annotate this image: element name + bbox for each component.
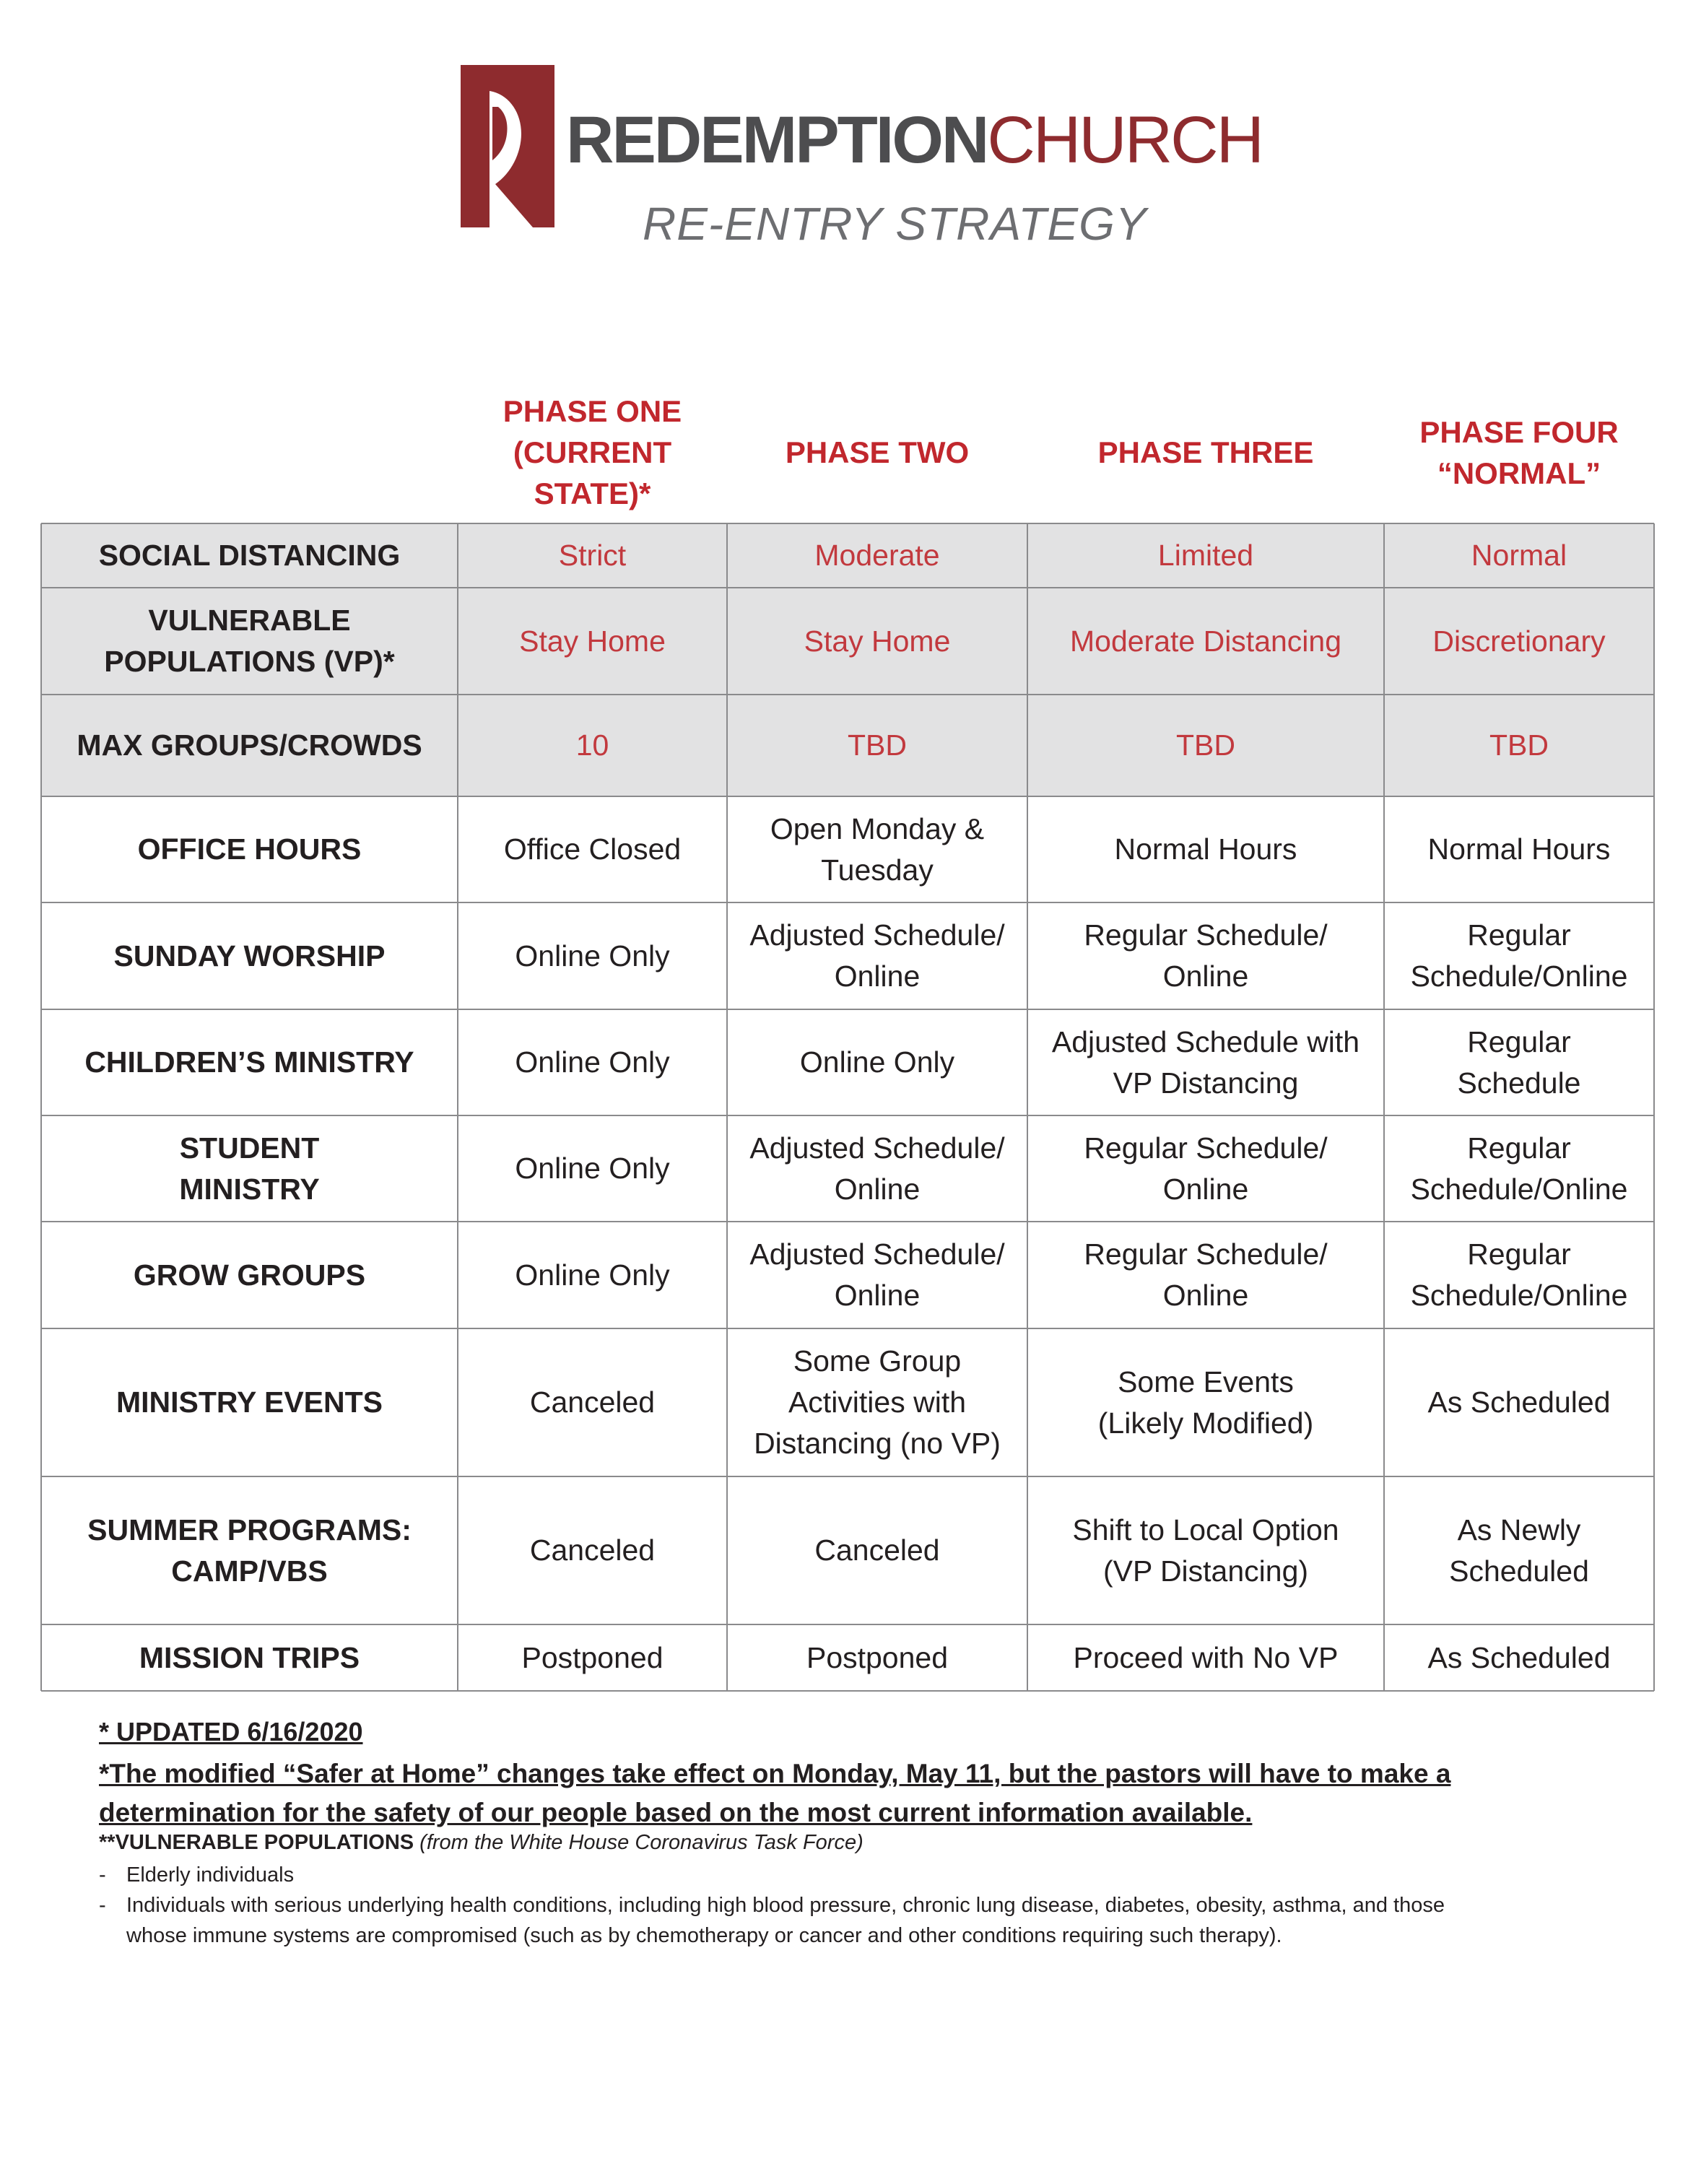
text-line: Adjusted Schedule/ (749, 918, 1005, 952)
table-cell (727, 1009, 1027, 1115)
table-cell-text (1471, 535, 1567, 576)
table-column-divider (1383, 523, 1385, 1691)
vp-bullet-elderly (99, 1860, 1615, 1890)
table-cell (1027, 902, 1384, 1009)
row-label-text (138, 829, 362, 870)
brand-name-part2: CHURCH (987, 103, 1263, 177)
text-line: Online Only (515, 1152, 670, 1185)
text-line: Stay Home (804, 624, 951, 658)
table-cell (1027, 1476, 1384, 1624)
table-cell (727, 1624, 1027, 1691)
table-column-divider (40, 523, 42, 1691)
table-cell-text (814, 1530, 939, 1571)
text-line: Canceled (529, 1385, 656, 1419)
table-cell (1027, 1328, 1384, 1476)
text-line: MINISTRY (179, 1172, 320, 1206)
table-cell-text (1070, 621, 1341, 662)
text-line: Adjusted Schedule/ (749, 1131, 1005, 1165)
text-line: Regular (1467, 1237, 1571, 1271)
text-line: Distancing (no VP) (754, 1427, 1001, 1460)
safer-at-home-note (99, 1754, 1450, 1832)
table-row-divider (41, 1476, 1654, 1477)
table-cell (458, 1328, 727, 1476)
table-cell-text (1176, 725, 1235, 766)
table-cell (727, 902, 1027, 1009)
text-line: Stay Home (519, 624, 666, 658)
text-line: PHASE TWO (785, 435, 970, 469)
text-line: CAMP/VBS (171, 1554, 328, 1588)
table-cell (1027, 1009, 1384, 1115)
text-line: VULNERABLE (148, 604, 351, 637)
bullet-text: Elderly individuals (126, 1863, 295, 1887)
table-cell (727, 695, 1027, 796)
text-line: (CURRENT (513, 435, 672, 469)
row-label-text (84, 1042, 414, 1083)
text-line: Regular Schedule/ (1084, 1237, 1328, 1271)
text-line: “NORMAL” (1437, 456, 1601, 490)
text-line: Regular Schedule/ (1084, 918, 1328, 952)
table-cell (1384, 902, 1654, 1009)
text-line: Adjusted Schedule with (1051, 1024, 1360, 1058)
table-cell-text (1084, 1128, 1327, 1210)
phase-header-1-text (503, 391, 682, 514)
row-label (41, 796, 458, 902)
text-line: Scheduled (1449, 1554, 1589, 1588)
table-row-divider (41, 587, 1654, 588)
text-line: Regular (1467, 1131, 1571, 1165)
vp-heading (99, 1831, 863, 1855)
table-cell (1384, 1328, 1654, 1476)
text-line: As Newly (1457, 1513, 1581, 1546)
row-label-text (87, 1510, 412, 1592)
text-line: Canceled (529, 1533, 656, 1567)
table-cell (1027, 1115, 1384, 1222)
table-cell (1027, 588, 1384, 695)
table-cell-text (1427, 1637, 1610, 1679)
updated-note: * UPDATED 6/16/2020 (99, 1717, 363, 1746)
phase-header-4-text (1419, 412, 1618, 494)
table-cell (1027, 1222, 1384, 1328)
text-line: SUMMER PROGRAMS: (87, 1513, 412, 1546)
table-cell-text (530, 1530, 655, 1571)
row-label-text (77, 725, 422, 766)
text-line: TBD (848, 728, 907, 762)
text-line: MISSION TRIPS (139, 1640, 360, 1674)
text-line: Normal Hours (1114, 832, 1297, 866)
document-subtitle: RE-ENTRY STRATEGY (643, 198, 1147, 250)
text-line: Online (1162, 1279, 1249, 1312)
table-cell-text (749, 1234, 1004, 1316)
text-line: TBD (1176, 728, 1235, 762)
text-line: Online Only (515, 1258, 670, 1292)
text-line: Activities with (788, 1385, 967, 1419)
text-line: Schedule/Online (1410, 1172, 1628, 1206)
text-line: PHASE ONE (503, 394, 682, 428)
table-cell-text (749, 1128, 1004, 1210)
row-label-text (139, 1637, 360, 1679)
text-line: Regular (1467, 1024, 1571, 1058)
brand-name-part1: REDEMPTION (566, 103, 988, 177)
table-column-divider (1027, 523, 1028, 1691)
text-line: (Likely Modified) (1097, 1406, 1314, 1440)
text-line: STATE)* (534, 477, 651, 510)
table-cell-text (515, 1148, 669, 1189)
phase-header-2 (727, 381, 1027, 523)
vp-source: (from the White House Coronavirus Task Force) (419, 1831, 863, 1854)
text-line: Online (834, 1279, 921, 1312)
table-cell (458, 902, 727, 1009)
table-row-divider (41, 796, 1654, 797)
table-cell-text (1158, 535, 1253, 576)
row-label (41, 1222, 458, 1328)
table-cell-text (1449, 1510, 1589, 1592)
table-column-divider (726, 523, 728, 1691)
text-line: MINISTRY EVENTS (116, 1385, 383, 1419)
table-cell (1027, 523, 1384, 588)
table-cell-text (515, 936, 669, 977)
table-cell (458, 588, 727, 695)
row-label (41, 1009, 458, 1115)
text-line: TBD (1489, 728, 1549, 762)
text-line: Moderate (814, 539, 940, 572)
table-cell (458, 1009, 727, 1115)
table-cell (727, 796, 1027, 902)
row-label-text (114, 936, 386, 977)
table-cell (727, 1328, 1027, 1476)
row-label (41, 523, 458, 588)
table-cell (458, 1476, 727, 1624)
text-line: Postponed (806, 1640, 949, 1674)
table-cell-text (521, 1637, 663, 1679)
row-label-text (134, 1255, 365, 1296)
row-label (41, 1476, 458, 1624)
text-line: Online (1162, 960, 1249, 993)
text-line: Proceed with No VP (1073, 1640, 1339, 1674)
table-cell (727, 523, 1027, 588)
table-cell-text (515, 1042, 669, 1083)
text-line: Online (1162, 1172, 1249, 1206)
table-cell-text (1428, 829, 1611, 870)
text-line: PHASE FOUR (1419, 414, 1619, 449)
table-row-divider (41, 1221, 1654, 1222)
row-label-text (104, 600, 394, 682)
table-cell (1384, 695, 1654, 796)
table-cell-text (576, 725, 609, 766)
table-cell (458, 1624, 727, 1691)
table-cell-text (1098, 1362, 1314, 1444)
table-cell (458, 695, 727, 796)
table-row-divider (41, 902, 1654, 903)
table-cell (1384, 796, 1654, 902)
table-column-divider (1653, 523, 1655, 1691)
text-line: GROW GROUPS (133, 1258, 366, 1292)
table-cell-text (1411, 1234, 1628, 1316)
table-cell-text (1084, 1234, 1327, 1316)
table-cell (1384, 1476, 1654, 1624)
text-line: Open Monday & (770, 812, 985, 845)
row-label (41, 588, 458, 695)
table-cell-text (800, 1042, 954, 1083)
text-line: Office Closed (503, 832, 682, 866)
table-cell-text (504, 829, 681, 870)
table-cell-text (519, 621, 666, 662)
row-label-text (116, 1382, 383, 1423)
table-cell-text (1427, 1382, 1610, 1423)
table-cell-text (754, 1341, 1001, 1464)
text-line: Regular (1467, 918, 1571, 952)
phase-header-1 (458, 381, 727, 523)
table-cell (458, 523, 727, 588)
text-line: 10 (575, 728, 609, 762)
text-line: Adjusted Schedule/ (749, 1237, 1005, 1271)
table-cell-text (1432, 621, 1605, 662)
text-line: Moderate Distancing (1069, 624, 1342, 658)
table-cell (1384, 1115, 1654, 1222)
text-line: Normal (1471, 539, 1567, 572)
table-row-divider (41, 1115, 1654, 1116)
table-cell (1384, 1222, 1654, 1328)
table-cell (1384, 588, 1654, 695)
table-cell (727, 588, 1027, 695)
table-cell-text (1489, 725, 1549, 766)
text-line: Online Only (515, 939, 670, 973)
table-cell-text (1411, 1128, 1628, 1210)
phase-header-3 (1027, 381, 1384, 523)
table-cell (727, 1115, 1027, 1222)
table-row-divider (41, 694, 1654, 695)
table-cell-text (770, 809, 984, 891)
text-line: Postponed (521, 1640, 664, 1674)
table-cell (1027, 1624, 1384, 1691)
phase-header-2-text (786, 432, 969, 473)
text-line: STUDENT (179, 1131, 320, 1165)
text-line: SOCIAL DISTANCING (98, 539, 401, 572)
table-cell (1384, 523, 1654, 588)
text-line: MAX GROUPS/CROWDS (77, 728, 422, 762)
table-cell (1384, 1624, 1654, 1691)
table-cell-text (806, 1637, 948, 1679)
text-line: PHASE THREE (1097, 435, 1314, 469)
text-line: OFFICE HOURS (137, 832, 362, 866)
row-label (41, 1328, 458, 1476)
row-label-text (179, 1128, 319, 1210)
table-cell-text (1074, 1637, 1339, 1679)
text-line: Online Only (799, 1045, 955, 1079)
text-line: SUNDAY WORSHIP (113, 939, 386, 973)
table-row-divider (41, 523, 1654, 524)
table-cell-text (848, 725, 907, 766)
bullet-text-line-1: Individuals with serious underlying health conditions, including high blood pressure, chronic lung disease, diabetes, obesity, asthma, and those (126, 1894, 1445, 1917)
table-row-divider (41, 1624, 1654, 1625)
note-line-2: determination for the safety of our people based on the most current information available. (99, 1798, 1253, 1827)
bullet-text-line-2: whose immune systems are compromised (such as by chemotherapy or cancer and other conditions requiring such therapy). (126, 1924, 1282, 1947)
text-line: As Scheduled (1427, 1385, 1611, 1419)
row-label (41, 695, 458, 796)
text-line: Normal Hours (1427, 832, 1611, 866)
row-label (41, 1115, 458, 1222)
table-cell (1384, 1009, 1654, 1115)
table-row-divider (41, 1328, 1654, 1329)
table-cell-text (515, 1255, 669, 1296)
text-line: Some Group (793, 1344, 962, 1378)
text-line: Canceled (814, 1533, 940, 1567)
row-label (41, 1624, 458, 1691)
phase-header-4 (1384, 381, 1654, 523)
text-line: Schedule (1457, 1066, 1581, 1100)
text-line: Discretionary (1432, 624, 1606, 658)
text-line: Some Events (1118, 1365, 1294, 1398)
vp-heading-label: **VULNERABLE POPULATIONS (99, 1831, 414, 1854)
text-line: (VP Distancing) (1102, 1554, 1309, 1588)
table-cell-text (1411, 915, 1628, 997)
text-line: Online (834, 960, 921, 993)
table-cell (458, 1115, 727, 1222)
table-column-divider (457, 523, 458, 1691)
text-line: Limited (1157, 539, 1254, 572)
bullet-dash: - (99, 1863, 106, 1887)
table-row-divider (41, 1009, 1654, 1010)
note-line-1: *The modified “Safer at Home” changes take effect on Monday, May 11, but the pastors will have to make a (99, 1759, 1451, 1788)
text-line: POPULATIONS (VP)* (104, 645, 395, 678)
table-cell (1027, 695, 1384, 796)
table-cell (727, 1222, 1027, 1328)
text-line: Online (834, 1172, 921, 1206)
table-row-divider (41, 1690, 1654, 1692)
text-line: Online Only (515, 1045, 670, 1079)
table-cell-text (804, 621, 951, 662)
table-cell (727, 1476, 1027, 1624)
text-line: Schedule/Online (1410, 1279, 1628, 1312)
table-cell-text (749, 915, 1004, 997)
table-cell-text (1458, 1022, 1581, 1104)
text-line: Tuesday (821, 853, 934, 887)
table-cell-text (814, 535, 939, 576)
table-cell-text (1072, 1510, 1339, 1592)
phase-header-3-text (1098, 432, 1314, 473)
table-cell (458, 796, 727, 902)
text-line: Strict (558, 539, 627, 572)
text-line: VP Distancing (1113, 1066, 1299, 1100)
table-cell-text (1115, 829, 1297, 870)
row-label-text (99, 535, 401, 576)
text-line: As Scheduled (1427, 1640, 1611, 1674)
text-line: Shift to Local Option (1072, 1513, 1339, 1546)
text-line: CHILDREN’S MINISTRY (84, 1045, 414, 1079)
table-cell (1027, 796, 1384, 902)
table-cell-text (1084, 915, 1327, 997)
text-line: Regular Schedule/ (1084, 1131, 1328, 1165)
table-cell-text (559, 535, 626, 576)
table-cell (458, 1222, 727, 1328)
text-line: Schedule/Online (1410, 960, 1628, 993)
bullet-dash: - (99, 1894, 106, 1917)
table-cell-text (1052, 1022, 1359, 1104)
table-cell-text (530, 1382, 655, 1423)
vp-bullet-conditions (99, 1890, 1615, 1951)
row-label (41, 902, 458, 1009)
